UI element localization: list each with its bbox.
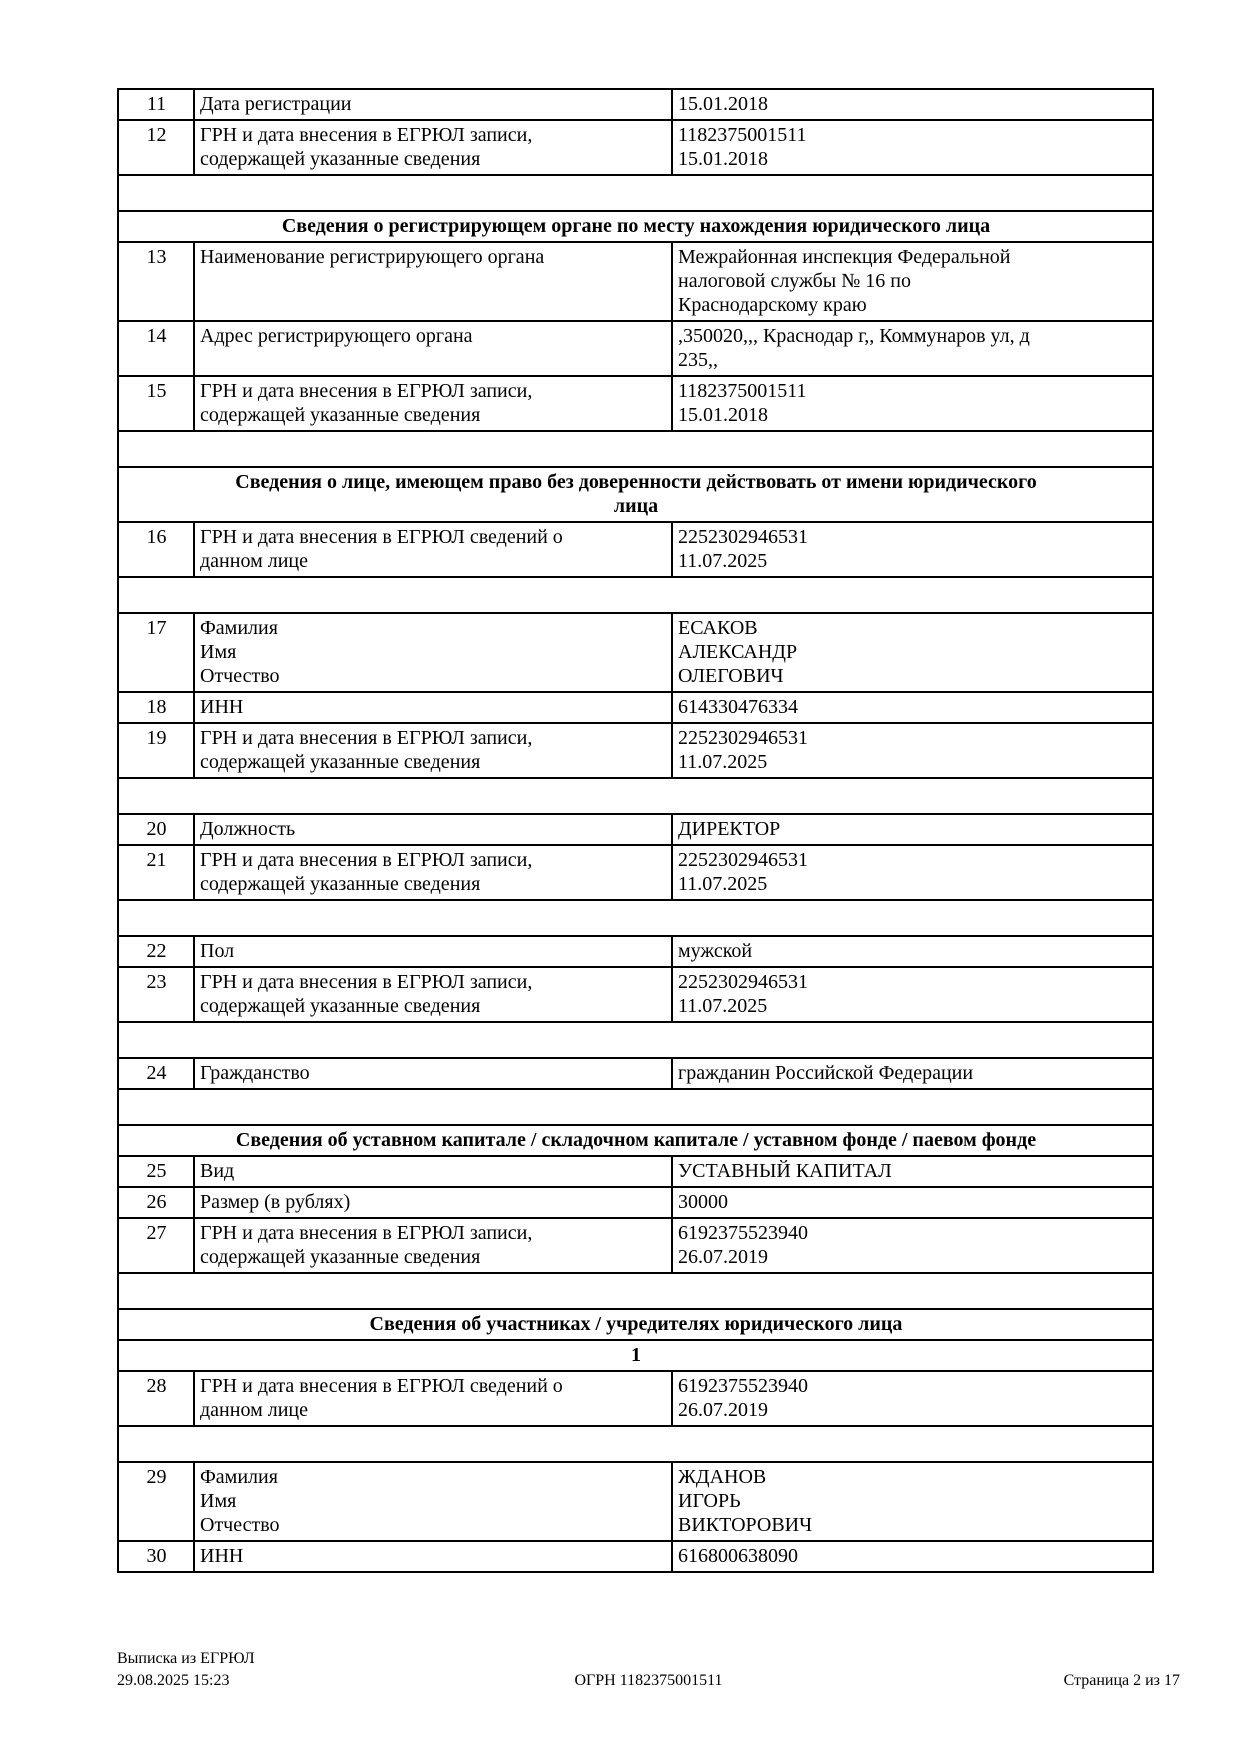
row-number: 19 <box>118 723 194 778</box>
table-row <box>118 1218 1153 1273</box>
text-line: 614330476334 <box>678 696 798 718</box>
section-header-row <box>118 211 1153 242</box>
row-number: 18 <box>118 692 194 723</box>
field-label <box>194 692 672 723</box>
field-label <box>194 1462 672 1541</box>
field-label <box>194 1541 672 1572</box>
field-value <box>672 120 1153 175</box>
section-header-row <box>118 1125 1153 1156</box>
field-value <box>672 1218 1153 1273</box>
text-line: 11.07.2025 <box>678 873 768 895</box>
field-value <box>672 613 1153 692</box>
text-line: ГРН и дата внесения в ЕГРЮЛ сведений о <box>200 1375 563 1397</box>
text-line: ОЛЕГОВИЧ <box>678 665 784 687</box>
text-line: ГРН и дата внесения в ЕГРЮЛ записи, <box>200 124 533 146</box>
text-line: 616800638090 <box>678 1545 798 1567</box>
section-header <box>118 211 1153 242</box>
spacer-cell <box>118 1022 1153 1058</box>
table-row <box>118 321 1153 376</box>
row-number: 23 <box>118 967 194 1022</box>
table-row <box>118 936 1153 967</box>
text-line: ЕСАКОВ <box>678 617 758 639</box>
table-row <box>118 1187 1153 1218</box>
text-line: ГРН и дата внесения в ЕГРЮЛ записи, <box>200 1222 533 1244</box>
spacer-cell <box>118 900 1153 936</box>
text-line: 2252302946531 <box>678 526 808 548</box>
field-value <box>672 814 1153 845</box>
text-line: ГРН и дата внесения в ЕГРЮЛ записи, <box>200 971 533 993</box>
field-value <box>672 1187 1153 1218</box>
text-line: мужской <box>678 940 753 962</box>
spacer-cell <box>118 175 1153 211</box>
field-value <box>672 1541 1153 1572</box>
row-number: 24 <box>118 1058 194 1089</box>
text-line: 11.07.2025 <box>678 995 768 1017</box>
row-number: 13 <box>118 242 194 321</box>
table-row <box>118 89 1153 120</box>
text-line: ЖДАНОВ <box>678 1466 767 1488</box>
row-number: 22 <box>118 936 194 967</box>
text-line: ГРН и дата внесения в ЕГРЮЛ сведений о <box>200 526 563 548</box>
text-line: содержащей указанные сведения <box>200 873 481 895</box>
field-label <box>194 120 672 175</box>
participant-index: 1 <box>118 1340 1153 1371</box>
text-line: содержащей указанные сведения <box>200 404 481 426</box>
text-line: Адрес регистрирующего органа <box>200 325 473 347</box>
field-label <box>194 376 672 431</box>
table-row <box>118 1541 1153 1572</box>
spacer-cell <box>118 431 1153 467</box>
table-row <box>118 1156 1153 1187</box>
text-line: Сведения об участниках / учредителях юридического лица <box>369 1313 903 1335</box>
field-label <box>194 89 672 120</box>
text-line: лица <box>613 495 659 517</box>
text-line: ВИКТОРОВИЧ <box>678 1514 813 1536</box>
spacer-row <box>118 577 1153 613</box>
text-line: ИНН <box>200 1545 244 1567</box>
text-line: содержащей указанные сведения <box>200 148 481 170</box>
field-label <box>194 936 672 967</box>
text-line: налоговой службы № 16 по <box>678 270 911 292</box>
field-value <box>672 1371 1153 1426</box>
table-row <box>118 522 1153 577</box>
text-line: содержащей указанные сведения <box>200 1246 481 1268</box>
field-label <box>194 1371 672 1426</box>
text-line: Дата регистрации <box>200 93 352 115</box>
text-line: 6192375523940 <box>678 1222 808 1244</box>
table-row <box>118 1058 1153 1089</box>
text-line: Фамилия <box>200 617 278 639</box>
row-number: 14 <box>118 321 194 376</box>
text-line: ИГОРЬ <box>678 1490 741 1512</box>
text-line: Отчество <box>200 1514 280 1536</box>
footer-datetime: 29.08.2025 15:23 <box>117 1672 230 1689</box>
text-line: 26.07.2019 <box>678 1399 768 1421</box>
text-line: 11.07.2025 <box>678 751 768 773</box>
row-number: 11 <box>118 89 194 120</box>
row-number: 27 <box>118 1218 194 1273</box>
egrul-table-body <box>118 89 1153 1572</box>
participant-index-row <box>118 1340 1153 1371</box>
field-value <box>672 321 1153 376</box>
text-line: Пол <box>200 940 235 962</box>
spacer-cell <box>118 778 1153 814</box>
text-line: 15.01.2018 <box>678 93 768 115</box>
text-line: Имя <box>200 641 237 663</box>
text-line: 235,, <box>678 349 718 371</box>
text-line: содержащей указанные сведения <box>200 995 481 1017</box>
text-line: 26.07.2019 <box>678 1246 768 1268</box>
text-line: 15.01.2018 <box>678 404 768 426</box>
spacer-row <box>118 1273 1153 1309</box>
field-value <box>672 242 1153 321</box>
row-number: 28 <box>118 1371 194 1426</box>
field-label <box>194 1187 672 1218</box>
section-header <box>118 467 1153 522</box>
field-value <box>672 89 1153 120</box>
table-row <box>118 376 1153 431</box>
field-label <box>194 814 672 845</box>
text-line: Вид <box>200 1160 235 1182</box>
row-number: 29 <box>118 1462 194 1541</box>
text-line: АЛЕКСАНДР <box>678 641 798 663</box>
text-line: ДИРЕКТОР <box>678 818 781 840</box>
page-footer <box>117 1648 1180 1698</box>
text-line: Краснодарскому краю <box>678 294 867 316</box>
text-line: 15.01.2018 <box>678 148 768 170</box>
section-header <box>118 1125 1153 1156</box>
table-row <box>118 814 1153 845</box>
spacer-row <box>118 431 1153 467</box>
text-line: ,350020,,, Краснодар г,, Коммунаров ул, д <box>678 325 1030 347</box>
row-number: 21 <box>118 845 194 900</box>
field-label <box>194 723 672 778</box>
text-line: Наименование регистрирующего органа <box>200 246 545 268</box>
row-number: 12 <box>118 120 194 175</box>
text-line: Имя <box>200 1490 237 1512</box>
text-line: Межрайонная инспекция Федеральной <box>678 246 1011 268</box>
row-number: 17 <box>118 613 194 692</box>
table-row <box>118 242 1153 321</box>
text-line: ГРН и дата внесения в ЕГРЮЛ записи, <box>200 380 533 402</box>
text-line: данном лице <box>200 1399 308 1421</box>
section-header <box>118 1309 1153 1340</box>
field-label <box>194 613 672 692</box>
text-line: ГРН и дата внесения в ЕГРЮЛ записи, <box>200 849 533 871</box>
row-number: 20 <box>118 814 194 845</box>
field-value <box>672 376 1153 431</box>
field-label <box>194 321 672 376</box>
text-line: данном лице <box>200 550 308 572</box>
spacer-row <box>118 175 1153 211</box>
section-header-row <box>118 467 1153 522</box>
spacer-row <box>118 900 1153 936</box>
row-number: 26 <box>118 1187 194 1218</box>
text-line: 30000 <box>678 1191 728 1213</box>
text-line: 11.07.2025 <box>678 550 768 572</box>
text-line: 2252302946531 <box>678 727 808 749</box>
row-number: 15 <box>118 376 194 431</box>
text-line: 1182375001511 <box>678 124 807 146</box>
field-label <box>194 845 672 900</box>
row-number: 16 <box>118 522 194 577</box>
text-line: Отчество <box>200 665 280 687</box>
spacer-row <box>118 778 1153 814</box>
egrul-table <box>117 88 1154 1573</box>
table-row <box>118 692 1153 723</box>
field-label <box>194 967 672 1022</box>
text-line: Фамилия <box>200 1466 278 1488</box>
field-value <box>672 1156 1153 1187</box>
text-line: ИНН <box>200 696 244 718</box>
spacer-row <box>118 1089 1153 1125</box>
footer-ogrn: ОГРН 1182375001511 <box>574 1672 723 1689</box>
field-value <box>672 1462 1153 1541</box>
spacer-row <box>118 1022 1153 1058</box>
text-line: 2252302946531 <box>678 971 808 993</box>
spacer-cell <box>118 577 1153 613</box>
field-value <box>672 522 1153 577</box>
row-number: 25 <box>118 1156 194 1187</box>
spacer-cell <box>118 1273 1153 1309</box>
text-line: 2252302946531 <box>678 849 808 871</box>
table-row <box>118 723 1153 778</box>
text-line: Размер (в рублях) <box>200 1191 351 1213</box>
field-label <box>194 1218 672 1273</box>
text-line: Гражданство <box>200 1062 310 1084</box>
row-number: 30 <box>118 1541 194 1572</box>
text-line: Сведения о регистрирующем органе по месту нахождения юридического лица <box>281 215 991 237</box>
field-label <box>194 522 672 577</box>
text-line: Сведения об уставном капитале / складочном капитале / уставном фонде / паевом фонде <box>235 1129 1037 1151</box>
footer-page-number: Страница 2 из 17 <box>1063 1672 1180 1689</box>
field-label <box>194 242 672 321</box>
field-value <box>672 845 1153 900</box>
footer-doc-title: Выписка из ЕГРЮЛ <box>117 1650 255 1667</box>
text-line: 1182375001511 <box>678 380 807 402</box>
table-row <box>118 845 1153 900</box>
table-row <box>118 120 1153 175</box>
text-line: Сведения о лице, имеющем право без доверенности действовать от имени юридического <box>235 471 1037 493</box>
table-row <box>118 1371 1153 1426</box>
table-row <box>118 613 1153 692</box>
field-value <box>672 723 1153 778</box>
text-line: Должность <box>200 818 296 840</box>
text-line: ГРН и дата внесения в ЕГРЮЛ записи, <box>200 727 533 749</box>
text-line: гражданин Российской Федерации <box>678 1062 974 1084</box>
section-header-row <box>118 1309 1153 1340</box>
spacer-cell <box>118 1426 1153 1462</box>
spacer-row <box>118 1426 1153 1462</box>
table-row <box>118 967 1153 1022</box>
field-value <box>672 1058 1153 1089</box>
field-value <box>672 936 1153 967</box>
table-row <box>118 1462 1153 1541</box>
field-value <box>672 967 1153 1022</box>
text-line: УСТАВНЫЙ КАПИТАЛ <box>678 1160 892 1182</box>
text-line: содержащей указанные сведения <box>200 751 481 773</box>
field-label <box>194 1058 672 1089</box>
field-value <box>672 692 1153 723</box>
spacer-cell <box>118 1089 1153 1125</box>
field-label <box>194 1156 672 1187</box>
text-line: 6192375523940 <box>678 1375 808 1397</box>
